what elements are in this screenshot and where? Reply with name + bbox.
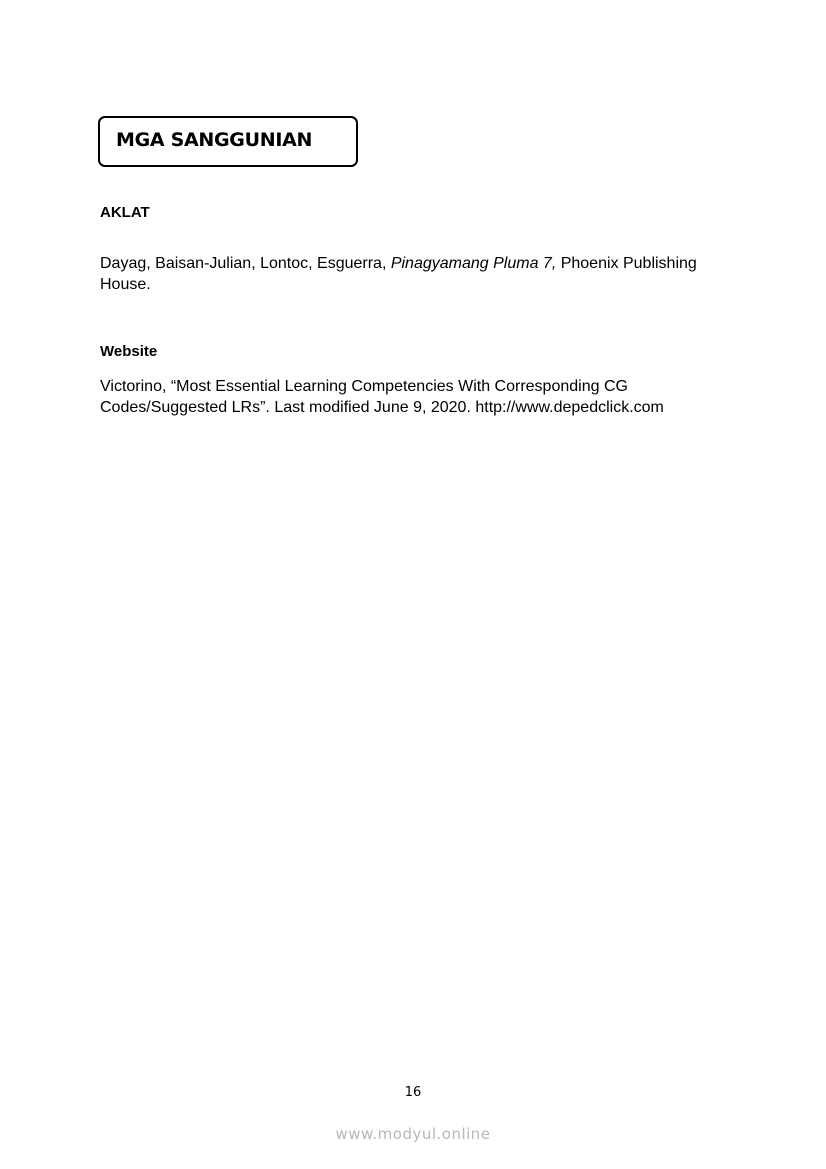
page-number: 16 xyxy=(404,1085,422,1100)
aklat-heading: AKLAT xyxy=(100,204,150,221)
website-reference-line2: Codes/Suggested LRs”. Last modified June 9, 2020. http://www.depedclick.com xyxy=(100,399,664,416)
book-title: Pinagyamang Pluma 7, xyxy=(390,255,557,272)
website-reference xyxy=(100,376,664,418)
book-reference xyxy=(100,253,697,295)
page-title: MGA SANGGUNIAN xyxy=(116,129,313,151)
watermark: www.modyul.online xyxy=(335,1125,491,1143)
book-publisher-cont: House. xyxy=(100,276,151,293)
section-title-box xyxy=(98,116,358,167)
website-reference-line1: Victorino, “Most Essential Learning Competencies With Corresponding CG xyxy=(100,378,628,395)
website-heading: Website xyxy=(100,343,158,360)
book-authors: Dayag, Baisan-Julian, Lontoc, Esguerra, xyxy=(100,255,391,272)
book-publisher: Phoenix Publishing xyxy=(556,255,697,272)
